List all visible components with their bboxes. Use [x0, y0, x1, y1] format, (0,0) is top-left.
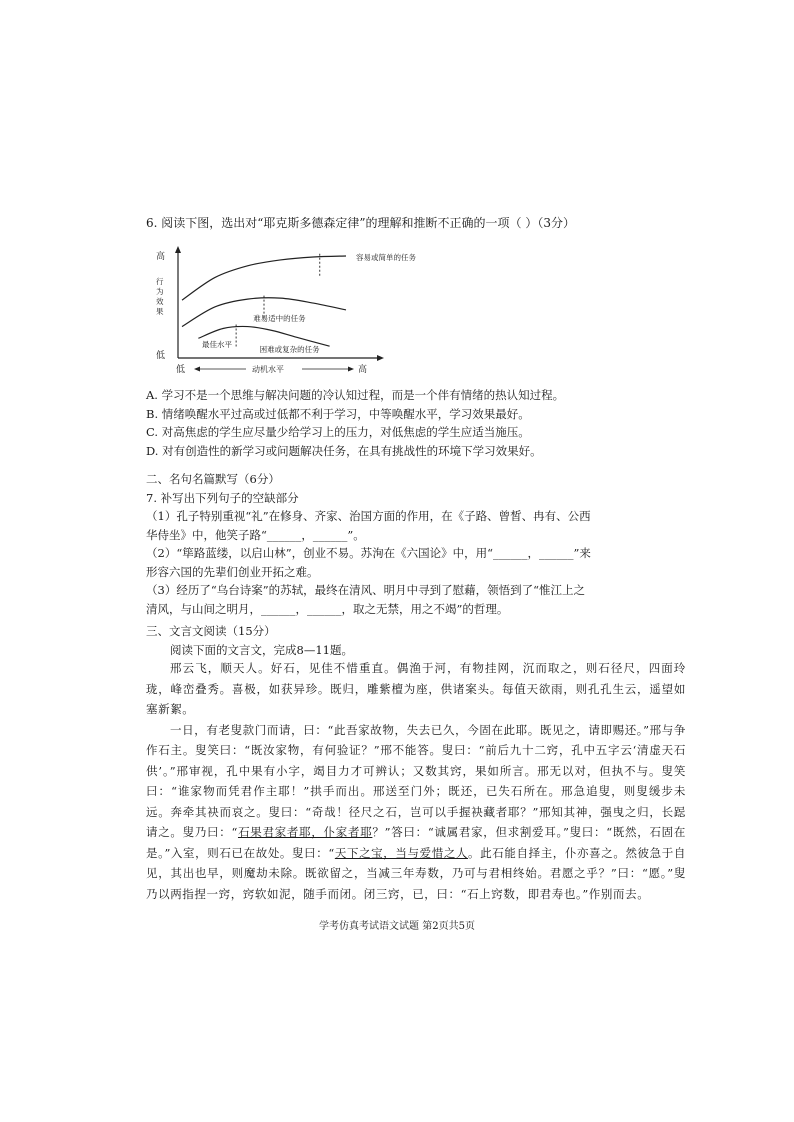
classical-passage [146, 658, 686, 904]
underlined-sentence-2: 天下之宝，当与爱惜之人 [334, 845, 469, 860]
series-line-1 [182, 256, 346, 300]
underlined-sentence-1: 石果君家者耶，仆家者耶 [237, 825, 373, 839]
series-label-1: 容易或简单的任务 [356, 253, 416, 262]
y-axis-title-char: 效 [156, 297, 164, 306]
q7-item1-line2: 华侍坐》中，他笑子路“______，______”。 [146, 527, 365, 542]
question-6-options [146, 386, 666, 460]
q7-item1-line1: （1）孔子特别重视“礼”在修身、齐家、治国方面的作用，在《子路、曾皙、冉有、公西 [146, 509, 591, 523]
chart-axes [175, 246, 384, 375]
x-axis-high-label: 高 [358, 365, 368, 375]
passage-paragraph-1: 邢云飞，顺天人。好石，见佳不惜重直。偶渔于河，有物挂网，沉而取之，则石径尺，四面玲珑，峰峦叠秀。喜极，如获异珍。既归，雕紫檀为座，供诸案头。每值天欲雨，则孔孔生云，遥望如塞新絮。 [146, 661, 686, 716]
page-footer: 学考仿真考试语文试题 第2页共5页 [319, 921, 475, 932]
x-axis-label-arrow-left [194, 367, 200, 372]
q7-item3-line1: （3）经历了“乌台诗案”的苏轼，最终在清风、明月中寻到了慰藉，领悟到了“惟江上之 [146, 583, 585, 597]
series-label-3: 困难或复杂的任务 [259, 345, 320, 355]
y-axis-high-label: 高 [156, 252, 166, 262]
x-axis-label-arrow-right [348, 367, 354, 372]
y-axis-title-char: 果 [156, 307, 164, 316]
passage-p2-part-b: ？”答曰：“诚属君家，但求割爱耳。”叟曰：“既然，石固在是。”入室，则石已在故处。叟曰：“ [146, 825, 686, 860]
q7-item2-line2: 形容六国的先辈们创业开拓之难。 [146, 564, 319, 579]
optimal-level-annotation: 最佳水平 [202, 340, 232, 349]
y-axis-title [156, 276, 164, 316]
option-a: A. 学习不是一个思维与解决问题的冷认知过程，而是一个伴有情绪的热认知过程。 [146, 388, 565, 402]
option-c: C. 对高焦虑的学生应尽量少给学习上的压力，对低焦虑的学生应适当施压。 [146, 425, 530, 439]
y-axis-title-char: 为 [156, 287, 164, 296]
option-b: B. 情绪唤醒水平过高或过低都不利于学习，中等唤醒水平，学习效果最好。 [146, 406, 530, 421]
passage-p2-part-c: 。此石能自择主，仆亦喜之。然彼急于自见，其出也早，则魔劫未除。既欲留之，当减三年寿数，乃可与君相终始。君愿之乎？”曰：“愿。”叟乃以两指捏一窍，窍软如泥，随手而闭。闭三窍，已，曰：“石上窍数，即君寿也。”作别而去。 [146, 845, 686, 901]
series-label-2: 难易适中的任务 [253, 314, 306, 324]
section-3-heading: 三、文言文阅读（15分） [146, 624, 276, 638]
yerkes-dodson-chart [150, 244, 416, 376]
section-3 [146, 622, 686, 659]
section-2-heading: 二、名句名篇默写（6分） [146, 472, 280, 486]
x-axis-title: 动机水平 [252, 365, 284, 374]
option-d: D. 对有创造性的新学习或问题解决任务，在具有挑战性的环境下学习效果好。 [146, 443, 542, 458]
x-axis-low-label: 低 [176, 365, 186, 375]
y-axis-title-char: 行 [156, 277, 164, 286]
passage-paragraph-2 [146, 720, 686, 905]
y-axis-low-label: 低 [156, 351, 166, 361]
series-layer [182, 252, 416, 354]
passage-p2-part-a: 一日，有老叟款门而请，曰：“此吾家故物，失去已久，今固在此耶。既见之，请即赐还。”邢与争作石主。叟笑曰：“既汝家物，有何验证？”邢不能答。叟曰：“前后九十二窍，孔中五字云‘清虚天石供’。”邢审视，孔中果有小字，竭目力才可辨认；又数其窍，果如所言。邢无以对，但执不与。叟笑曰：“谁家物而凭君作主耶！”拱手而出。邢送至门外；既还，已失石所在。邢急追叟，则叟缓步未远。奔牵其袂而哀之。叟曰：“奇哉！径尺之石，岂可以手握袂藏者耶？”邢知其神，强曳之归，长跽请之。叟乃曰：“ [146, 722, 686, 839]
q7-item3-line2: 清风，与山间之明月，______，______，取之无禁，用之不竭”的哲理。 [146, 601, 509, 616]
q7-item2-line1: （2）“筚路蓝缕，以启山林”，创业不易。苏洵在《六国论》中，用“______，______”来 [146, 546, 591, 560]
section-2 [146, 470, 676, 618]
question-6-stem: 6. 阅读下图，选出对“耶克斯多德森定律”的理解和推断不正确的一项（ ）（3分） [146, 216, 575, 230]
x-axis-arrow [377, 355, 384, 361]
question-7-stem: 7. 补写出下列句子的空缺部分 [146, 490, 299, 505]
y-axis-arrow [175, 246, 181, 253]
section-3-intro: 阅读下面的文言文，完成8—11题。 [170, 642, 353, 657]
